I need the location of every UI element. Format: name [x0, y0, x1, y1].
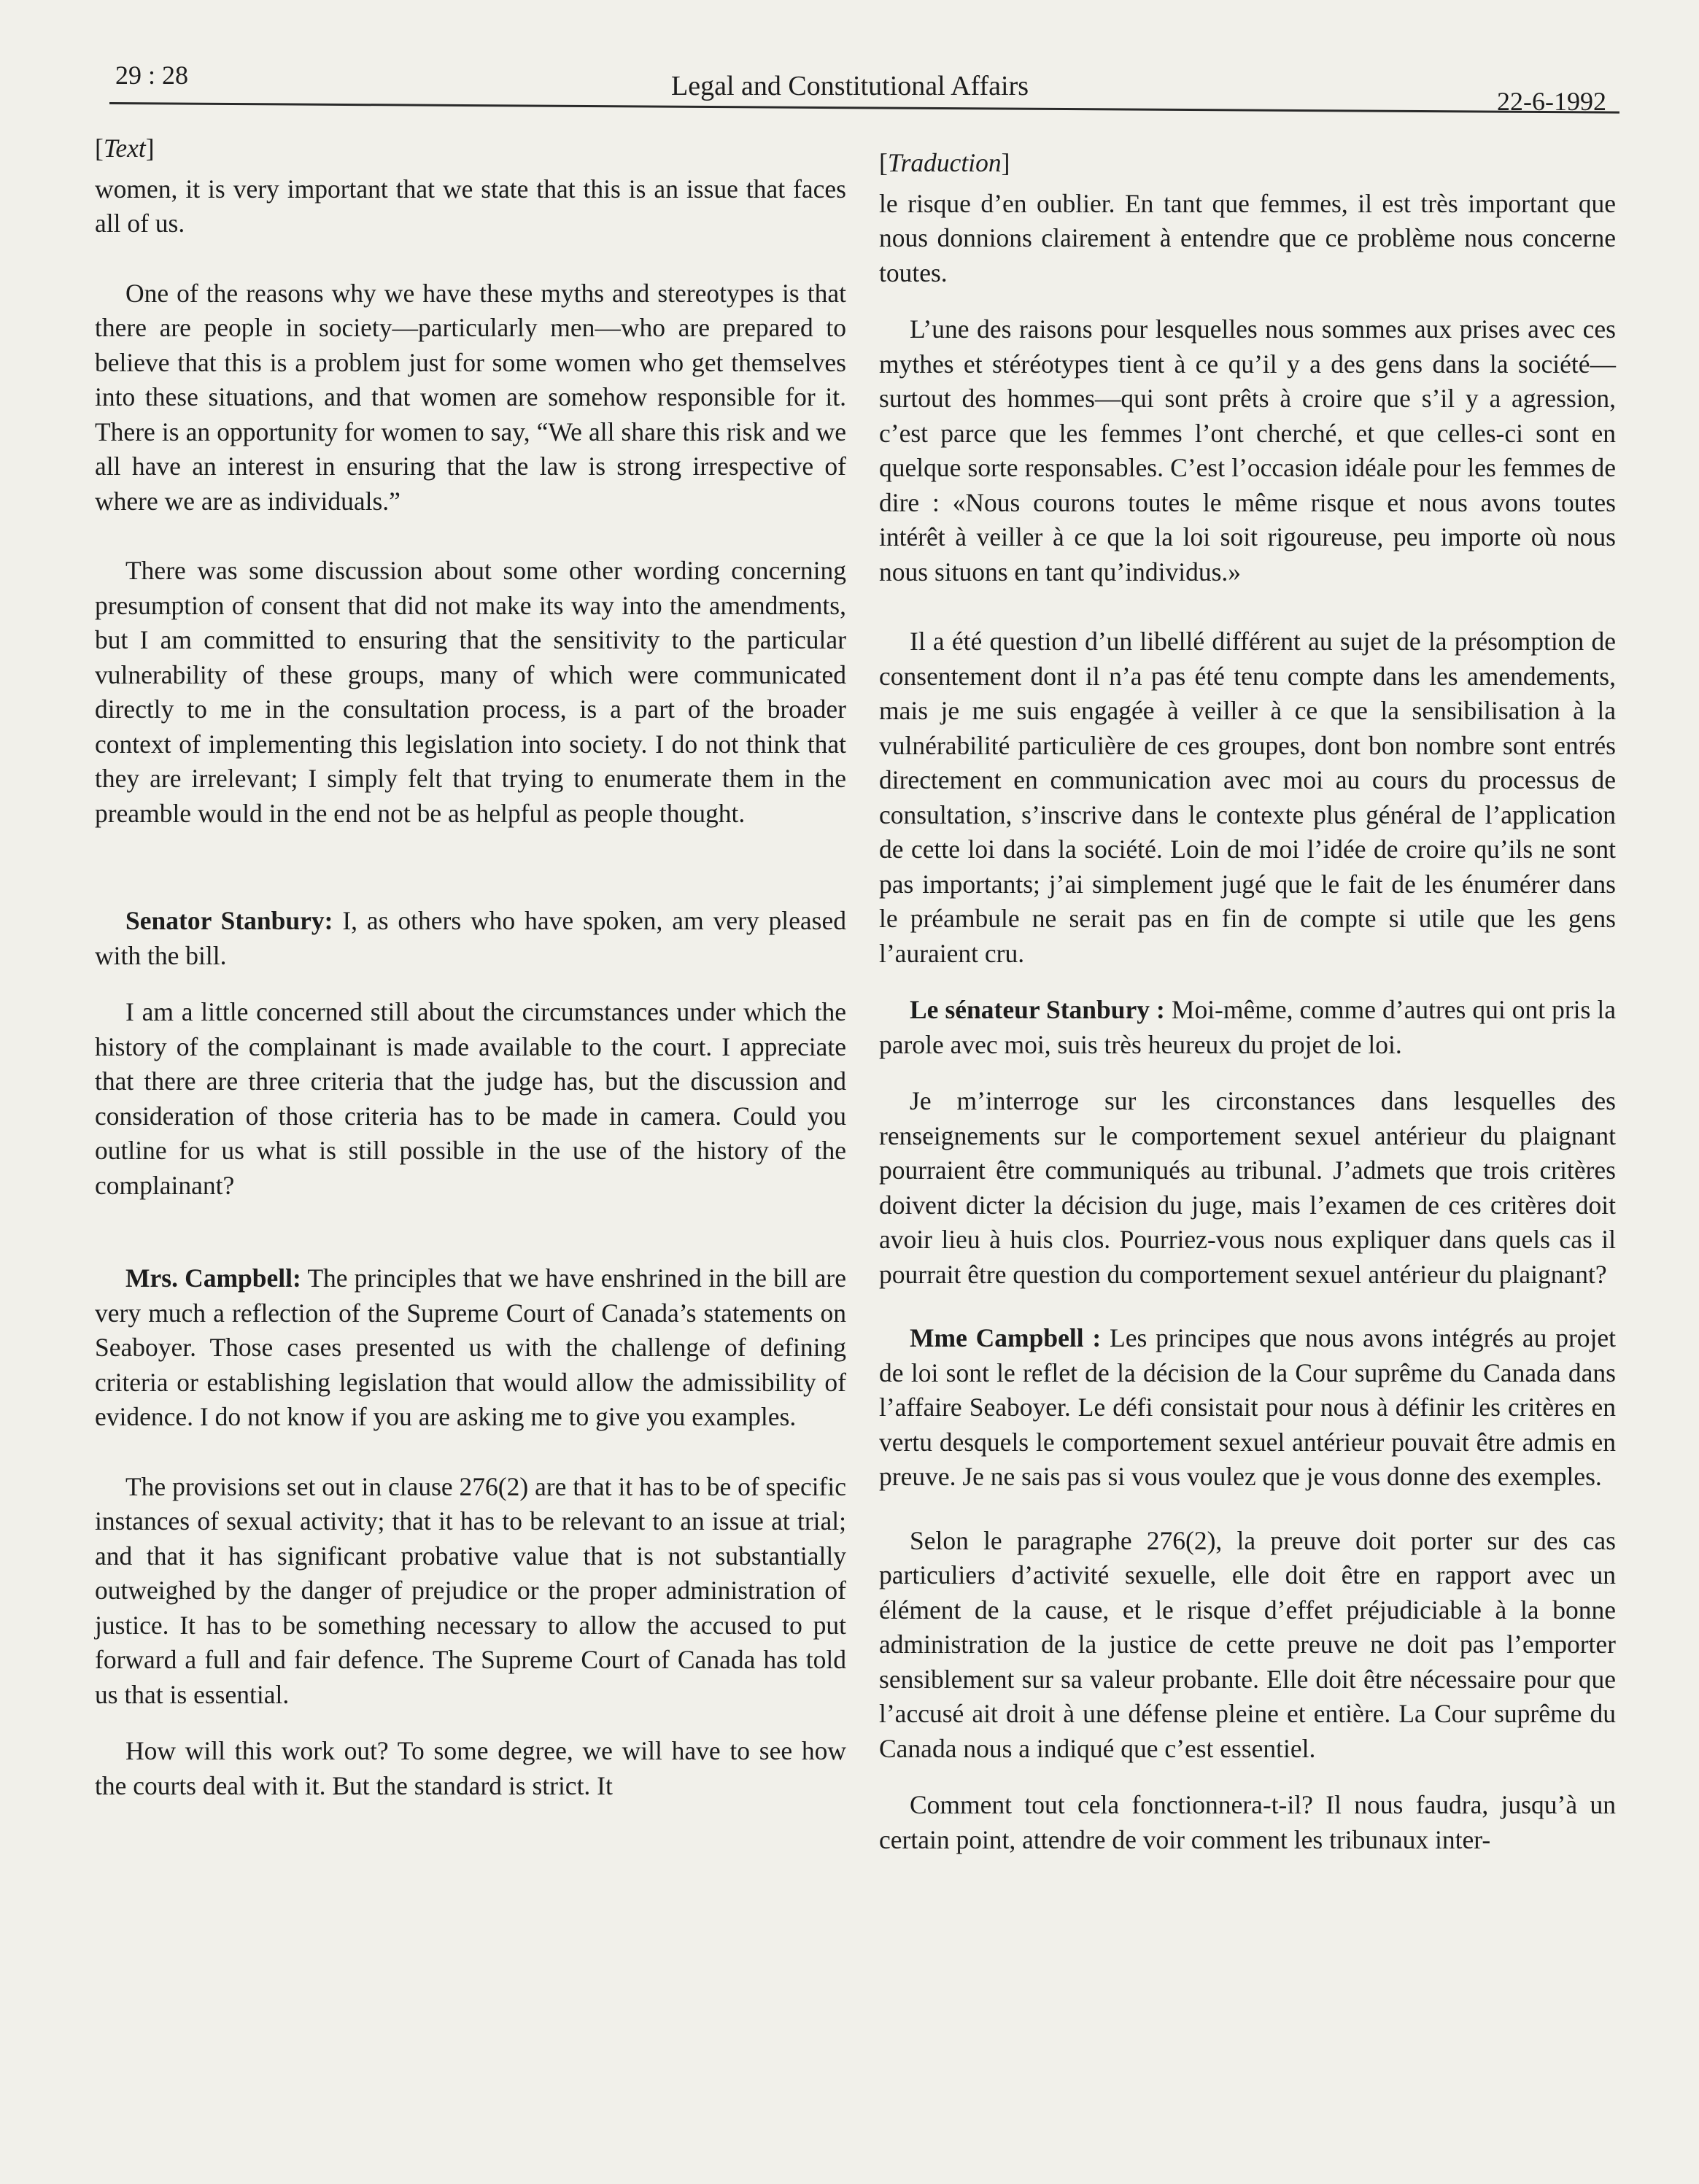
paragraph: One of the reasons why we have these myths and stereotypes is that there are people in society—particularly men—who are prepared to believe that this is a problem just for some women who get themselves into these situations, and that women are somehow responsible for it. There is an opportunity for women to say, “We all share this risk and we all have an interest in ensuring that the law is strong irrespective of where we are as individuals.”: [95, 278, 846, 516]
speaker-name: Mrs. Campbell:: [125, 1263, 301, 1293]
speaker-name: Mme Campbell :: [910, 1323, 1102, 1352]
paragraph: Je m’interroge sur les circonstances dans lesquelles des renseignements sur le comportement sexuel antérieur du plaignant pourraient être communiqués au tribunal. J’admets que trois critères doivent dicter la décision du juge, mais l’examen de ces critères doit avoir lieu à huis clos. Pourriez-vous nous expliquer dans quels cas il pourrait être question du comportement sexuel antérieur du plaignant?: [879, 1086, 1616, 1289]
paragraph: The provisions set out in clause 276(2) are that it has to be of specific instances of sexual activity; that it has to be relevant to an issue at trial; and that it has significant probative value that is not substantially outweighed by the danger of prejudice or the proper administration of justice. It has to be something necessary to allow the accused to put forward a full and fair defence. The Supreme Court of Canada has told us that is essential.: [95, 1471, 846, 1709]
english-column: [95, 131, 846, 1838]
speaker-paragraph: Senator Stanbury: I, as others who have spoken, am very pleased with the bill.: [95, 906, 846, 970]
paragraph: Selon le paragraphe 276(2), la preuve doit porter sur des cas particuliers d’activité sexuelle, elle doit être en rapport avec un élément de la cause, et le risque d’effet préjudiciable à la bonne administration de la justice de cette preuve ne doit pas l’emporter sensiblement sur sa valeur probante. Elle doit être nécessaire pour que l’accusé ait droit à une défense pleine et entière. La Cour suprême du Canada nous a indiqué que c’est essentiel.: [879, 1525, 1616, 1763]
speaker-name: Senator Stanbury:: [125, 906, 333, 935]
paragraph: How will this work out? To some degree, we will have to see how the courts deal with it. But the standard is strict. It: [95, 1736, 846, 1800]
running-title: Legal and Constitutional Affairs: [671, 71, 1029, 101]
page-date: 22-6-1992: [1497, 87, 1606, 116]
paragraph: Comment tout cela fonctionnera-t-il? Il nous faudra, jusqu’à un certain point, attendre de voir comment les tribunaux inter-: [879, 1790, 1616, 1854]
paragraph: There was some discussion about some other wording concerning presumption of consent that did not make its way into the amendments, but I am committed to ensuring that the sensitivity to the particular vulnerability of these groups, many of which were communicated directly to me in the consultation process, is a part of the broader context of implementing this legislation into society. I do not think that they are irrelevant; I simply felt that trying to enumerate them in the preamble would in the end not be as helpful as people thought.: [95, 556, 846, 828]
speaker-paragraph: Mrs. Campbell: The principles that we have enshrined in the bill are very much a reflection of the Supreme Court of Canada’s statements on Seaboyer. Those cases presented us with the challenge of defining criteria or establishing legislation that would allow the admissibility of evidence. I do not know if you are asking me to give you examples.: [95, 1263, 846, 1431]
paragraph: women, it is very important that we state that this is an issue that faces all of us.: [95, 174, 846, 238]
paragraph: L’une des raisons pour lesquelles nous sommes aux prises avec ces mythes et stéréotypes tient à ce qu’il y a des gens dans la société—surtout des hommes—qui sont prêts à croire que s’il y a agression, c’est parce que les femmes l’ont cherché, et que celles-ci sont en quelque sorte responsables. C’est l’occasion idéale pour les femmes de dire : «Nous courons toutes le même risque et nous avons toutes intérêt à veiller à ce que la loi soit rigoureuse, peu importe où nous nous situons en tant qu’individus.»: [879, 314, 1616, 586]
header-rule: [109, 102, 1619, 114]
paragraph: le risque d’en oublier. En tant que femmes, il est très important que nous donnions clairement à entendre que ce problème nous concerne toutes.: [879, 188, 1616, 287]
paragraph: I am a little concerned still about the circumstances under which the history of the complainant is made available to the court. I appreciate that there are three criteria that the judge has, but the discussion and consideration of those criteria has to be made in camera. Could you outline for us what is still possible in the use of the history of the complainant?: [95, 997, 846, 1200]
paragraph: Il a été question d’un libellé différent au sujet de la présomption de consentement dont il n’a pas été tenu compte dans les amendements, mais je me suis engagée à veiller à ce que la sensibilisation à la vulnérabilité particulière de ces groupes, dont bon nombre sont entrés directement en communication avec moi au cours du processus de consultation, s’inscrive dans le contexte plus général de l’application de cette loi dans la société. Loin de moi l’idée de croire qu’ils ne sont pas importants; j’ai simplement jugé que le fait de les énumérer dans le préambule ne serait pas en fin de compte si utile que les gens l’auraient cru.: [879, 627, 1616, 968]
french-column: [879, 146, 1616, 1892]
speaker-paragraph: Le sénateur Stanbury : Moi-même, comme d’autres qui ont pris la parole avec moi, suis très heureux du projet de loi.: [879, 995, 1616, 1059]
speaker-paragraph: Mme Campbell : Les principes que nous avons intégrés au projet de loi sont le reflet de la décision de la Cour suprême du Canada dans l’affaire Seaboyer. Le défi consistait pour nous à définir les critères en vertu desquels le comportement sexuel antérieur pouvait être admis en preuve. Je ne sais pas si vous voulez que je vous donne des exemples.: [879, 1323, 1616, 1491]
page-header: [0, 0, 1699, 131]
page-number: 29 : 28: [115, 61, 189, 90]
speaker-name: Le sénateur Stanbury :: [910, 995, 1165, 1024]
column-tag: [Traduction]: [879, 148, 1010, 177]
column-tag: [Text]: [95, 133, 155, 163]
